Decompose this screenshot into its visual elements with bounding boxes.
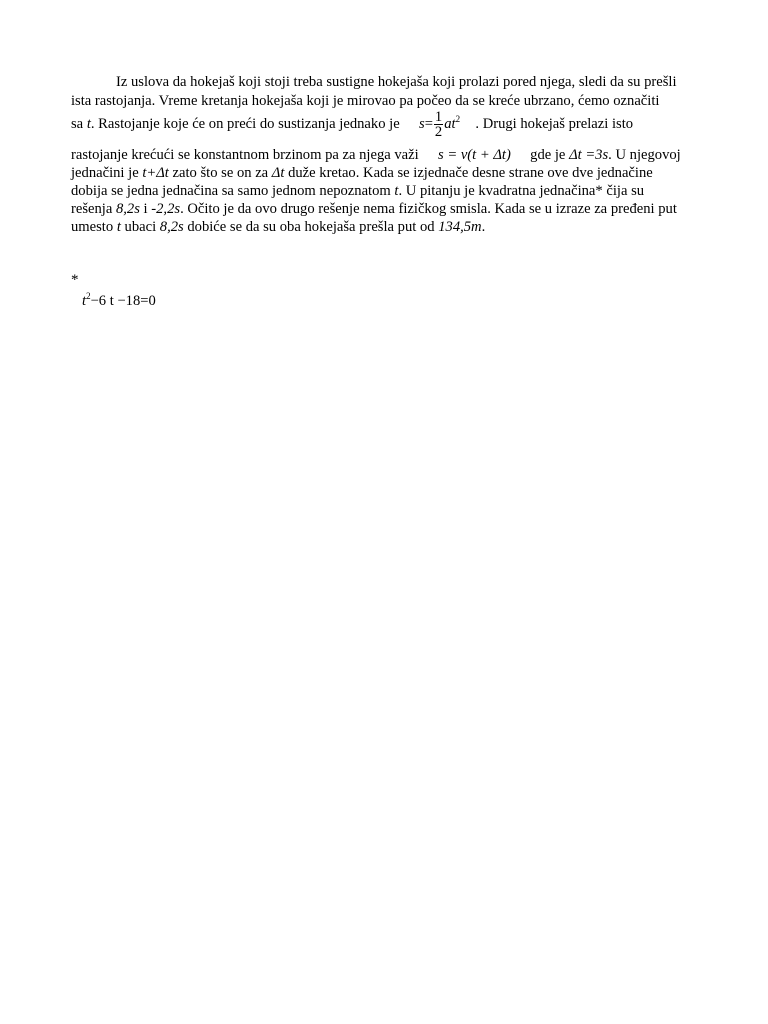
paragraph-line-2: ista rastojanja. Vreme kretanja hokejaša koji je mirovao pa počeo da se kreće ubrzano, ćemo označiti [71,93,660,109]
paragraph-line-7: rešenja 8,2s i -2,2s. Očito je da ovo drugo rešenje nema fizičkog smisla. Kada se u izraze za pređeni put [71,201,677,217]
paragraph-line-8: umesto t ubaci 8,2s dobiće se da su oba hokejaša prešla put od 134,5m. [71,219,486,235]
paragraph-line-5: jednačini je t+Δt zato što se on za Δt duže kretao. Kada se izjednače desne strane ove dve jednačine [71,165,653,181]
formula-uniform-acceleration: s= $\frac{1}{2}$ $at^2$ [419,109,461,141]
paragraph-line-3: sa t. Rastojanje koje će on preći do sustizanja jednako je s= $\frac{1}{2}$ $at^2$ . Drugi hokejaš prelazi isto [71,109,634,141]
paragraph-line-4: rastojanje krećući se konstantnom brzinom pa za njega važi s = v(t + Δt) gde je Δt =3s. U njegovoj [71,147,681,163]
fraction-one-half: $\frac{1}{2}$ [434,109,443,141]
footnote-equation: $t^2-6$ t −18=0 [82,291,156,309]
formula-constant-velocity: s = v(t + Δt) [438,147,511,163]
paragraph-line-6: dobija se jedna jednačina sa samo jednom nepoznatom t. U pitanju je kvadratna jednačina* čija su [71,183,645,199]
paragraph-line-1: Iz uslova da hokejaš koji stoji treba sustigne hokejaša koji prolazi pored njega, sledi da su prešli [116,74,677,90]
footnote-marker: * [71,272,79,288]
